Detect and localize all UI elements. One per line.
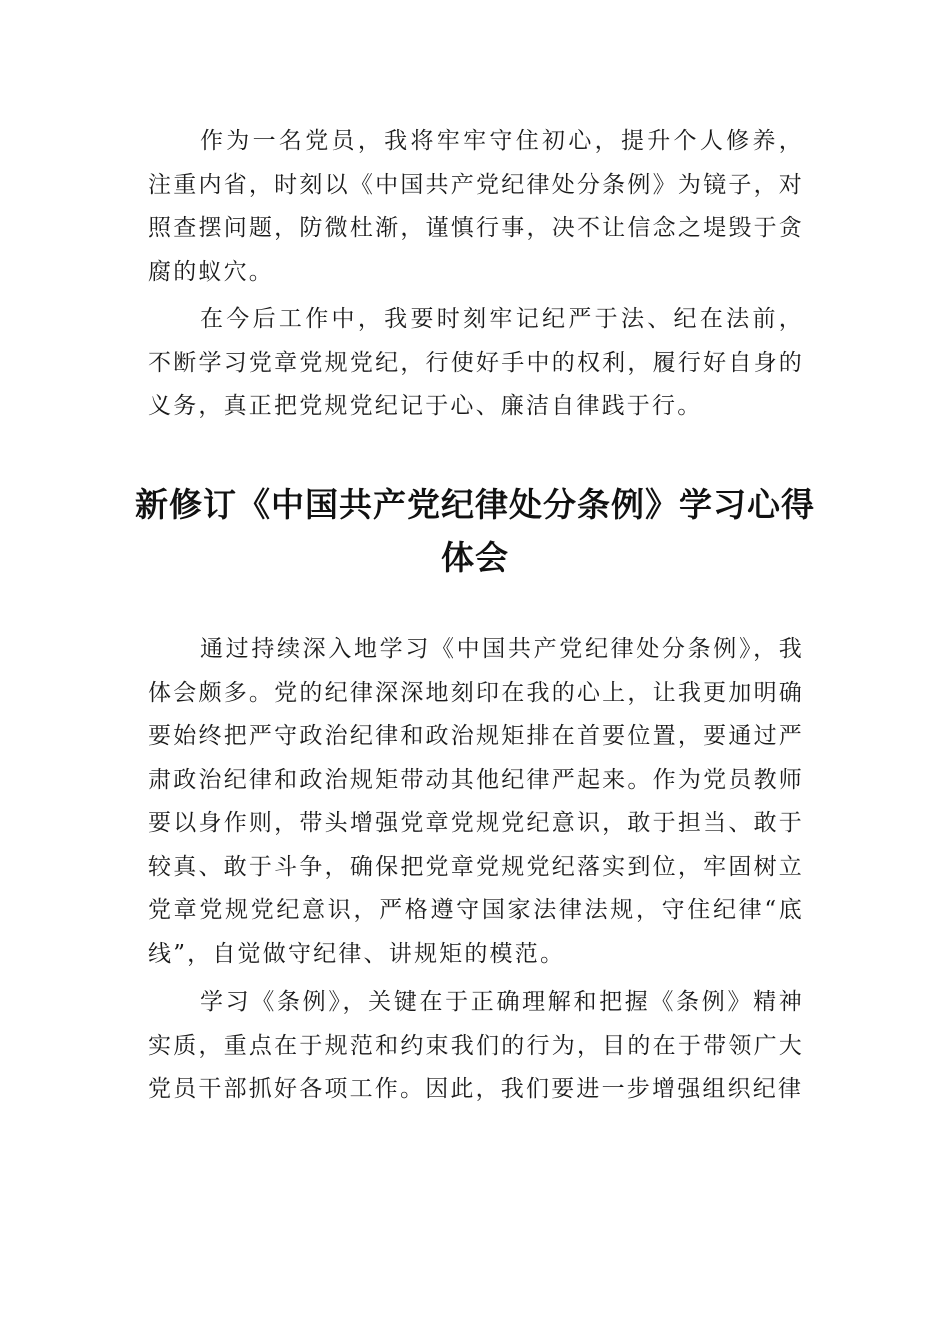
paragraph-future-work: 在今后工作中，我要时刻牢记纪严于法、纪在法前，不断学习党章党规党纪，行使好手中的权利，履行好自身的义务，真正把党规党纪记于心、廉洁自律践于行。	[148, 306, 804, 419]
paragraph-regulation-study: 学习《条例》，关键在于正确理解和把握《条例》精神实质，重点在于规范和约束我们的行为，目的在于带领广大党员干部抓好各项工作。因此，我们要进一步增强组织纪律	[148, 989, 804, 1102]
paragraph-initial-commitment: 作为一名党员，我将牢牢守住初心，提升个人修养，注重内省，时刻以《中国共产党纪律处分条例》为镜子，对照查摆问题，防微杜渐，谨慎行事，决不让信念之堤毁于贪腐的蚁穴。	[148, 128, 804, 285]
document-title: 新修订《中国共产党纪律处分条例》学习心得体会	[135, 485, 815, 577]
paragraph-study-reflection: 通过持续深入地学习《中国共产党纪律处分条例》，我体会颇多。党的纪律深深地刻印在我的心上，让我更加明确要始终把严守政治纪律和政治规矩排在首要位置，要通过严肃政治纪律和政治规矩带动其他纪律严起来。作为党员教师要以身作则，带头增强党章党规党纪意识，敢于担当、敢于较真、敢于斗争，确保把党章党规党纪落实到位，牢固树立党章党规党纪意识，严格遵守国家法律法规，守住纪律“底线”，自觉做守纪律、讲规矩的模范。	[148, 636, 804, 967]
